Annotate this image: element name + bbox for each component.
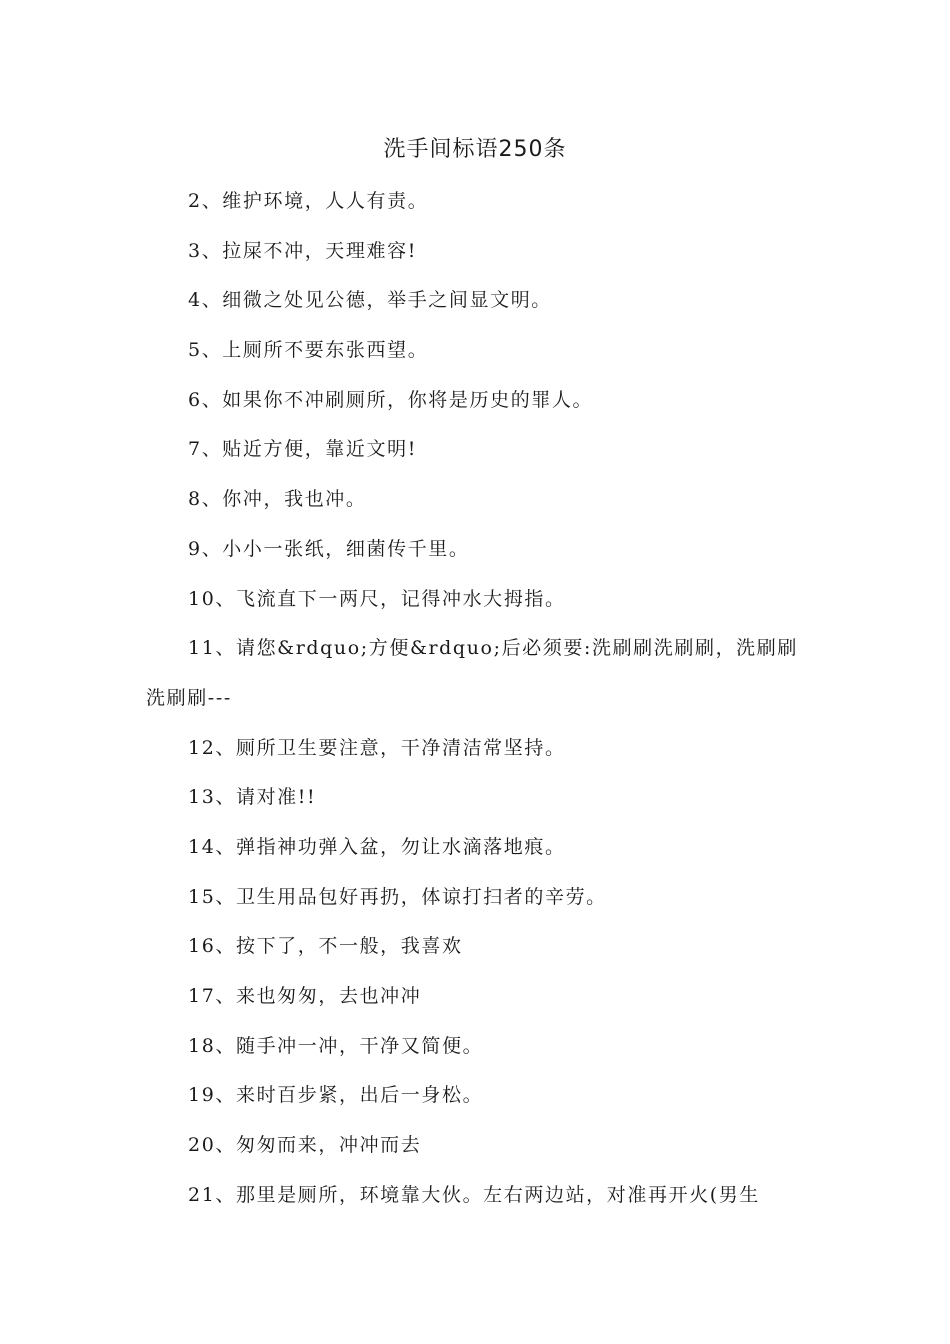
document-title: 洗手间标语250条 — [383, 137, 567, 162]
list-item: 3、拉屎不冲，天理难容! — [188, 239, 417, 262]
list-item: 17、来也匆匆，去也冲冲 — [188, 985, 422, 1007]
list-item: 2、维护环境，人人有责。 — [188, 190, 429, 212]
list-item: 5、上厕所不要东张西望。 — [188, 339, 429, 362]
list-item-continuation: 洗刷刷--- — [146, 686, 232, 709]
list-item-wrapped — [146, 631, 808, 730]
list-item: 18、随手冲一冲，干净又简便。 — [188, 1034, 484, 1057]
list-item: 9、小小一张纸，细菌传千里。 — [188, 537, 470, 560]
list-item-line: 11、请您&rdquo;方便&rdquo;后必须要:洗刷刷洗刷刷，洗刷刷 — [188, 637, 798, 660]
list-item: 21、那里是厕所，环境靠大伙。左右两边站，对准再开火(男生 — [188, 1183, 760, 1206]
list-item: 12、厕所卫生要注意，干净清洁常坚持。 — [188, 736, 566, 759]
list-item: 10、飞流直下一两尺，记得冲水大拇指。 — [188, 587, 566, 610]
slogan-list — [146, 184, 808, 1227]
list-item: 14、弹指神功弹入盆，勿让水滴落地痕。 — [188, 835, 566, 858]
list-item: 13、请对准!! — [188, 786, 317, 809]
list-item: 16、按下了，不一般，我喜欢 — [188, 935, 463, 958]
list-item: 4、细微之处见公德，举手之间显文明。 — [188, 289, 552, 312]
list-item: 15、卫生用品包好再扔，体谅打扫者的辛劳。 — [188, 885, 607, 908]
list-item: 6、如果你不冲刷厕所，你将是历史的罪人。 — [188, 388, 594, 411]
list-item: 7、贴近方便，靠近文明! — [188, 438, 417, 461]
list-item: 20、匆匆而来，冲冲而去 — [188, 1134, 422, 1157]
list-item: 19、来时百步紧，出后一身松。 — [188, 1084, 484, 1107]
list-item: 8、你冲，我也冲。 — [188, 488, 367, 511]
